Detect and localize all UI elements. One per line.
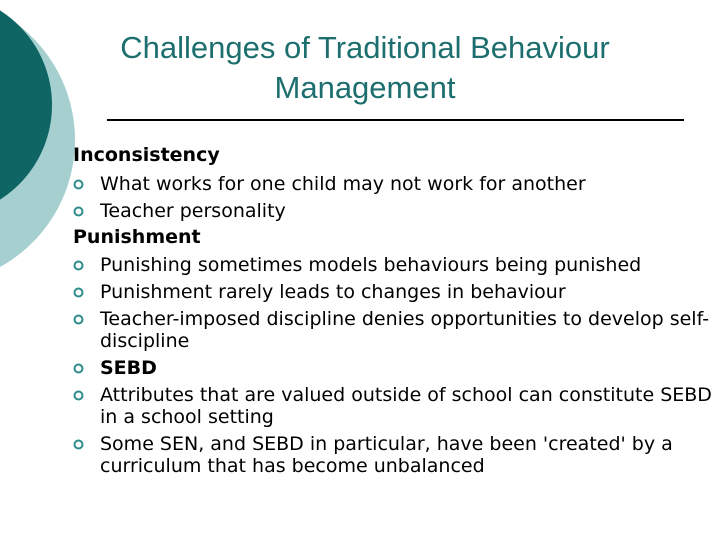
bullet-item xyxy=(73,305,713,354)
circle-bullet-icon xyxy=(73,287,84,298)
bullet-item xyxy=(73,278,713,305)
title-divider xyxy=(107,119,684,121)
bullet-item xyxy=(73,381,713,430)
bullet-text: Attributes that are valued outside of school can constitute SEBD in a school setting xyxy=(100,384,712,428)
bullet-text: What works for one child may not work for another xyxy=(100,172,586,195)
bullet-text: SEBD xyxy=(100,357,157,379)
bullet-text: Some SEN, and SEBD in particular, have been 'created' by a curriculum that has become unbalanced xyxy=(100,433,673,477)
bullet-text: Punishment rarely leads to changes in behaviour xyxy=(100,281,566,303)
circle-bullet-icon xyxy=(73,314,84,325)
circle-bullet-icon xyxy=(73,260,84,271)
circle-bullet-icon xyxy=(73,363,84,374)
slide-body xyxy=(73,142,713,479)
bullet-item xyxy=(73,430,713,479)
circle-bullet-icon xyxy=(73,439,84,450)
circle-bullet-icon xyxy=(73,179,84,190)
circle-bullet-icon xyxy=(73,390,84,401)
title-line-1: Challenges of Traditional Behaviour xyxy=(120,30,610,65)
bullet-item xyxy=(73,354,713,381)
title-line-2: Management xyxy=(274,70,456,105)
bullet-text: Teacher personality xyxy=(100,199,286,222)
bullet-item xyxy=(73,170,713,197)
bullet-text: Teacher-imposed discipline denies opportunities to develop self-discipline xyxy=(100,308,710,352)
bullet-item xyxy=(73,251,713,278)
bullet-item xyxy=(73,197,713,224)
circle-bullet-icon xyxy=(73,206,84,217)
slide-title xyxy=(60,28,670,108)
section-heading-punishment: Punishment xyxy=(73,225,201,248)
section-heading-inconsistency: Inconsistency xyxy=(73,144,220,166)
bullet-text: Punishing sometimes models behaviours being punished xyxy=(100,254,642,276)
